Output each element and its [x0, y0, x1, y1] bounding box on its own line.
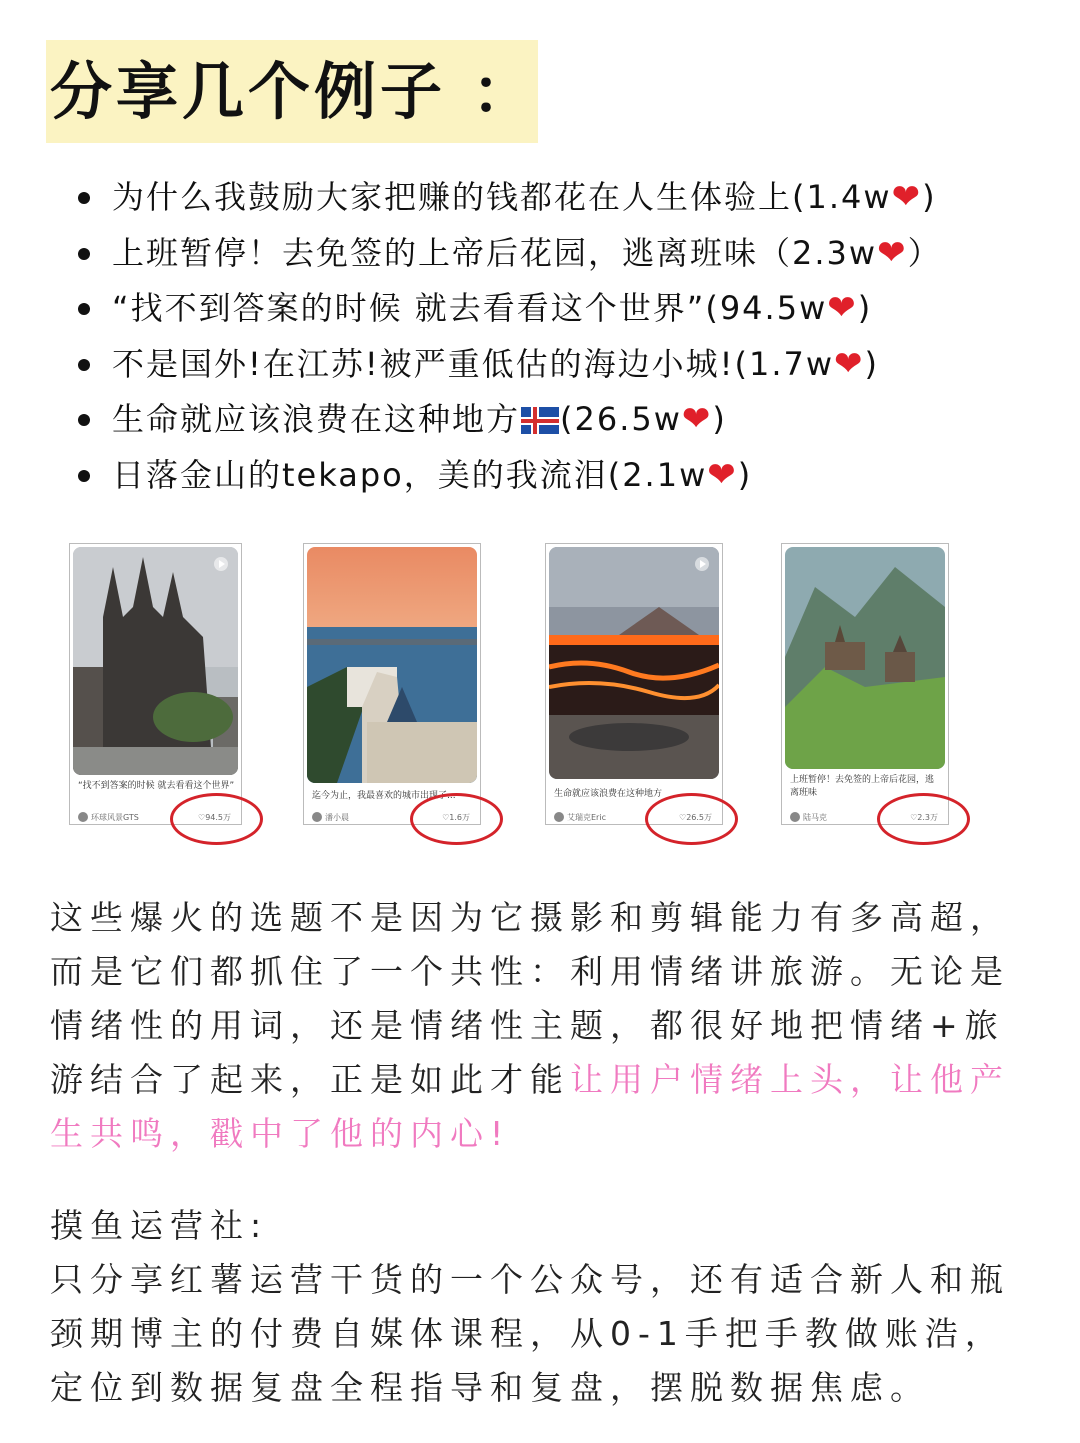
avatar — [554, 812, 564, 822]
heart-icon: ❤ — [834, 343, 865, 384]
heart-outline-icon: ♡ — [910, 813, 918, 822]
post-likes: ♡26.5万 — [679, 813, 712, 822]
iceland-flag-icon — [521, 407, 559, 434]
heart-outline-icon: ♡ — [679, 813, 687, 822]
promo-body: 只分享红薯运营干货的一个公众号，还有适合新人和瓶颈期博主的付费自媒体课程，从0-1手把手教做账浩，定位到数据复盘全程指导和复盘，摆脱数据焦虑。 — [50, 1260, 1010, 1407]
post-image-mountain — [785, 547, 945, 769]
bullet-dot — [78, 303, 90, 315]
avatar — [790, 812, 800, 822]
example-list — [74, 170, 1034, 503]
heart-outline-icon: ♡ — [442, 813, 450, 822]
promo-paragraph — [50, 1199, 1025, 1415]
heart-icon: ❤ — [877, 232, 908, 273]
promo-heading: 摸鱼运营社: — [50, 1206, 269, 1245]
heart-icon: ❤ — [707, 454, 738, 495]
post-author: 环球风景GTS — [78, 812, 139, 823]
post-likes: ♡2.3万 — [910, 813, 938, 822]
post-card-cathedral[interactable]: “找不到答案的时候 就去看看这个世界” 环球风景GTS ♡94.5万 — [69, 543, 242, 825]
video-play-icon — [214, 557, 228, 571]
list-item: 上班暂停！去免签的上帝后花园，逃离班味（2.3w❤） — [74, 226, 1034, 282]
list-item: 生命就应该浪费在这种地方 (26.5w❤) — [74, 392, 1034, 448]
avatar — [78, 812, 88, 822]
bullet-dot — [78, 248, 90, 260]
bullet-dot — [78, 414, 90, 426]
list-item: 为什么我鼓励大家把赚的钱都花在人生体验上(1.4w❤) — [74, 170, 1034, 226]
list-item: “找不到答案的时候 就去看看这个世界”(94.5w❤) — [74, 281, 1034, 337]
bullet-dot — [78, 192, 90, 204]
post-image-cathedral — [73, 547, 238, 775]
bullet-dot — [78, 470, 90, 482]
post-author: 潘小晨 — [312, 812, 349, 823]
post-author: 陆马克 — [790, 812, 827, 823]
heart-icon: ❤ — [891, 177, 923, 217]
page-title: 分享几个例子 ： — [50, 55, 538, 128]
likes-highlight-circle — [877, 793, 970, 845]
post-card-volcano[interactable]: 生命就应该浪费在这种地方 艾瑞克Eric ♡26.5万 — [545, 543, 723, 825]
heart-icon: ❤ — [827, 288, 858, 328]
highlight-text: 让用户情绪上头，让他产生共鸣，戳中了他的内心! — [50, 1060, 1010, 1153]
heart-icon: ❤ — [681, 399, 713, 439]
post-author: 艾瑞克Eric — [554, 812, 606, 823]
post-likes: ♡1.6万 — [442, 813, 470, 822]
likes-highlight-circle — [645, 793, 738, 845]
post-image-volcano — [549, 547, 719, 779]
avatar — [312, 812, 322, 822]
bullet-dot — [78, 359, 90, 371]
post-card-seaside[interactable]: 迄今为止，我最喜欢的城市出现了... 潘小晨 ♡1.6万 — [303, 543, 481, 825]
likes-highlight-circle — [170, 793, 263, 845]
list-item: 不是国外!在江苏!被严重低估的海边小城!(1.7w❤) — [74, 337, 1034, 393]
post-likes: ♡94.5万 — [198, 813, 231, 822]
post-card-mountain[interactable]: 上班暂停！去免签的上帝后花园，逃离班味 陆马克 ♡2.3万 — [781, 543, 949, 825]
analysis-paragraph: 这些爆火的选题不是因为它摄影和剪辑能力有多高超，而是它们都抓住了一个共性：利用情绪讲旅游。无论是情绪性的用词，还是情绪性主题，都很好地把情绪+旅游结合了起来，正是如此才能让用户情绪上头，让他产生共鸣，戳中了他的内心! — [50, 898, 1010, 1153]
list-item: 日落金山的tekapo，美的我流泪(2.1w❤) — [74, 448, 1034, 504]
video-play-icon — [695, 557, 709, 571]
post-image-seaside — [307, 547, 477, 783]
likes-highlight-circle — [410, 793, 503, 845]
heart-outline-icon: ♡ — [198, 813, 206, 822]
